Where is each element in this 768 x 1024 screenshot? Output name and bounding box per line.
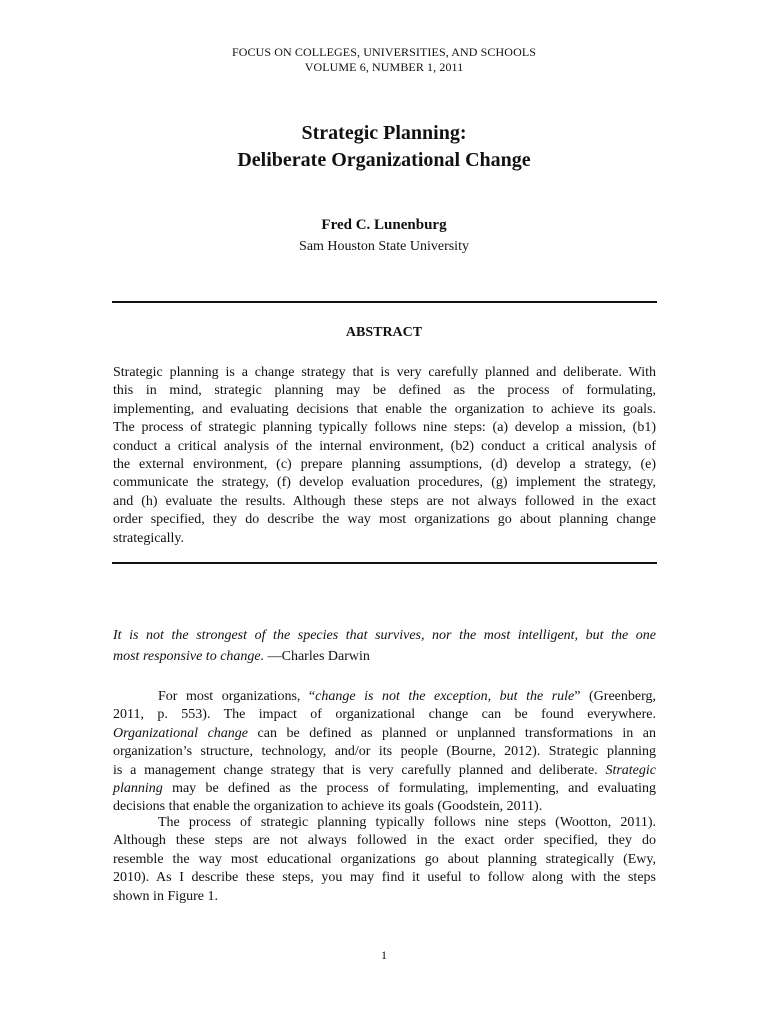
body-line [113, 725, 656, 743]
abstract-line: the external environment, (c) prepare planning assumptions, (d) develop a strategy, (e) [113, 457, 656, 473]
abstract-bottom-rule [112, 562, 657, 564]
body-text: For most organizations, “ [158, 689, 316, 704]
body-line: 2010). As I describe these steps, you may find it useful to follow along with the steps [113, 870, 656, 886]
page-number: 1 [381, 948, 387, 962]
body-quote: change is not the exception, but the rule [315, 689, 575, 704]
abstract-line: The process of strategic planning typically follows nine steps: (a) develop a mission, (b1) [113, 420, 656, 436]
body-text: can be defined as planned or unplanned transformations in an [248, 725, 656, 741]
journal-name: FOCUS ON COLLEGES, UNIVERSITIES, AND SCHOOLS [231, 45, 537, 59]
body-paragraph-2 [113, 814, 656, 906]
body-term: Strategic [605, 762, 656, 778]
body-line: The process of strategic planning typically follows nine steps (Wootton, 2011). [158, 815, 656, 830]
body-line: 2011, p. 553). The impact of organizational change can be found everywhere. [113, 707, 656, 723]
body-line [113, 688, 656, 706]
epigraph-quote-end: most responsive to change. [113, 649, 265, 664]
epigraph-line [113, 625, 656, 646]
abstract-line: order specified, they do describe the way most organizations go about planning change [113, 512, 656, 528]
body-text: ” (Greenberg, [574, 689, 656, 704]
epigraph-line [113, 646, 656, 667]
abstract-text [113, 364, 656, 548]
body-line: resemble the way most educational organizations go about planning strategically (Ewy, [113, 851, 656, 867]
abstract-line: Strategic planning is a change strategy that is very carefully planned and deliberate. With [113, 365, 656, 380]
body-paragraph-1 [113, 688, 656, 817]
body-text: is a management change strategy that is very carefully planned and deliberate. [113, 762, 606, 778]
abstract-line: conduct a critical analysis of the internal environment, (b2) conduct a critical analysis of [113, 438, 656, 454]
abstract-heading: ABSTRACT [345, 325, 423, 340]
body-line: shown in Figure 1. [113, 888, 218, 904]
body-line: organization’s structure, technology, and/or its people (Bourne, 2012). Strategic planning [113, 744, 656, 760]
body-line: decisions that enable the organization to achieve its goals (Goodstein, 2011). [113, 799, 543, 815]
author-name: Fred C. Lunenburg [321, 217, 447, 233]
body-line: Although these steps are not always followed in the exact order specified, they do [113, 833, 656, 849]
abstract-line: implementing, and evaluating decisions that enable the organization to achieve its goals. [113, 401, 656, 417]
body-line [113, 762, 656, 780]
abstract-line: strategically. [113, 530, 185, 546]
paper-title-line-1: Strategic Planning: [301, 122, 467, 144]
abstract-top-rule [112, 301, 657, 303]
abstract-line: this in mind, strategic planning may be defined as the process of formulating, [113, 383, 656, 399]
epigraph-attribution: —Charles Darwin [264, 649, 370, 664]
epigraph-quote: It is not the strongest of the species that survives, nor the most intelligent, but the one [113, 628, 656, 643]
epigraph [113, 625, 656, 667]
author-affiliation: Sam Houston State University [299, 239, 469, 254]
body-term: planning [113, 781, 163, 797]
paper-title-line-2: Deliberate Organizational Change [237, 149, 531, 171]
abstract-line: communicate the strategy, (f) develop evaluation procedures, (g) implement the strategy, [113, 475, 656, 491]
body-text: may be defined as the process of formulating, implementing, and evaluating [162, 781, 656, 797]
body-line [113, 780, 656, 798]
body-term: Organizational change [113, 725, 249, 741]
abstract-line: and (h) evaluate the results. Although these steps are not always followed in the exact [113, 493, 656, 509]
journal-volume: VOLUME 6, NUMBER 1, 2011 [304, 60, 464, 74]
